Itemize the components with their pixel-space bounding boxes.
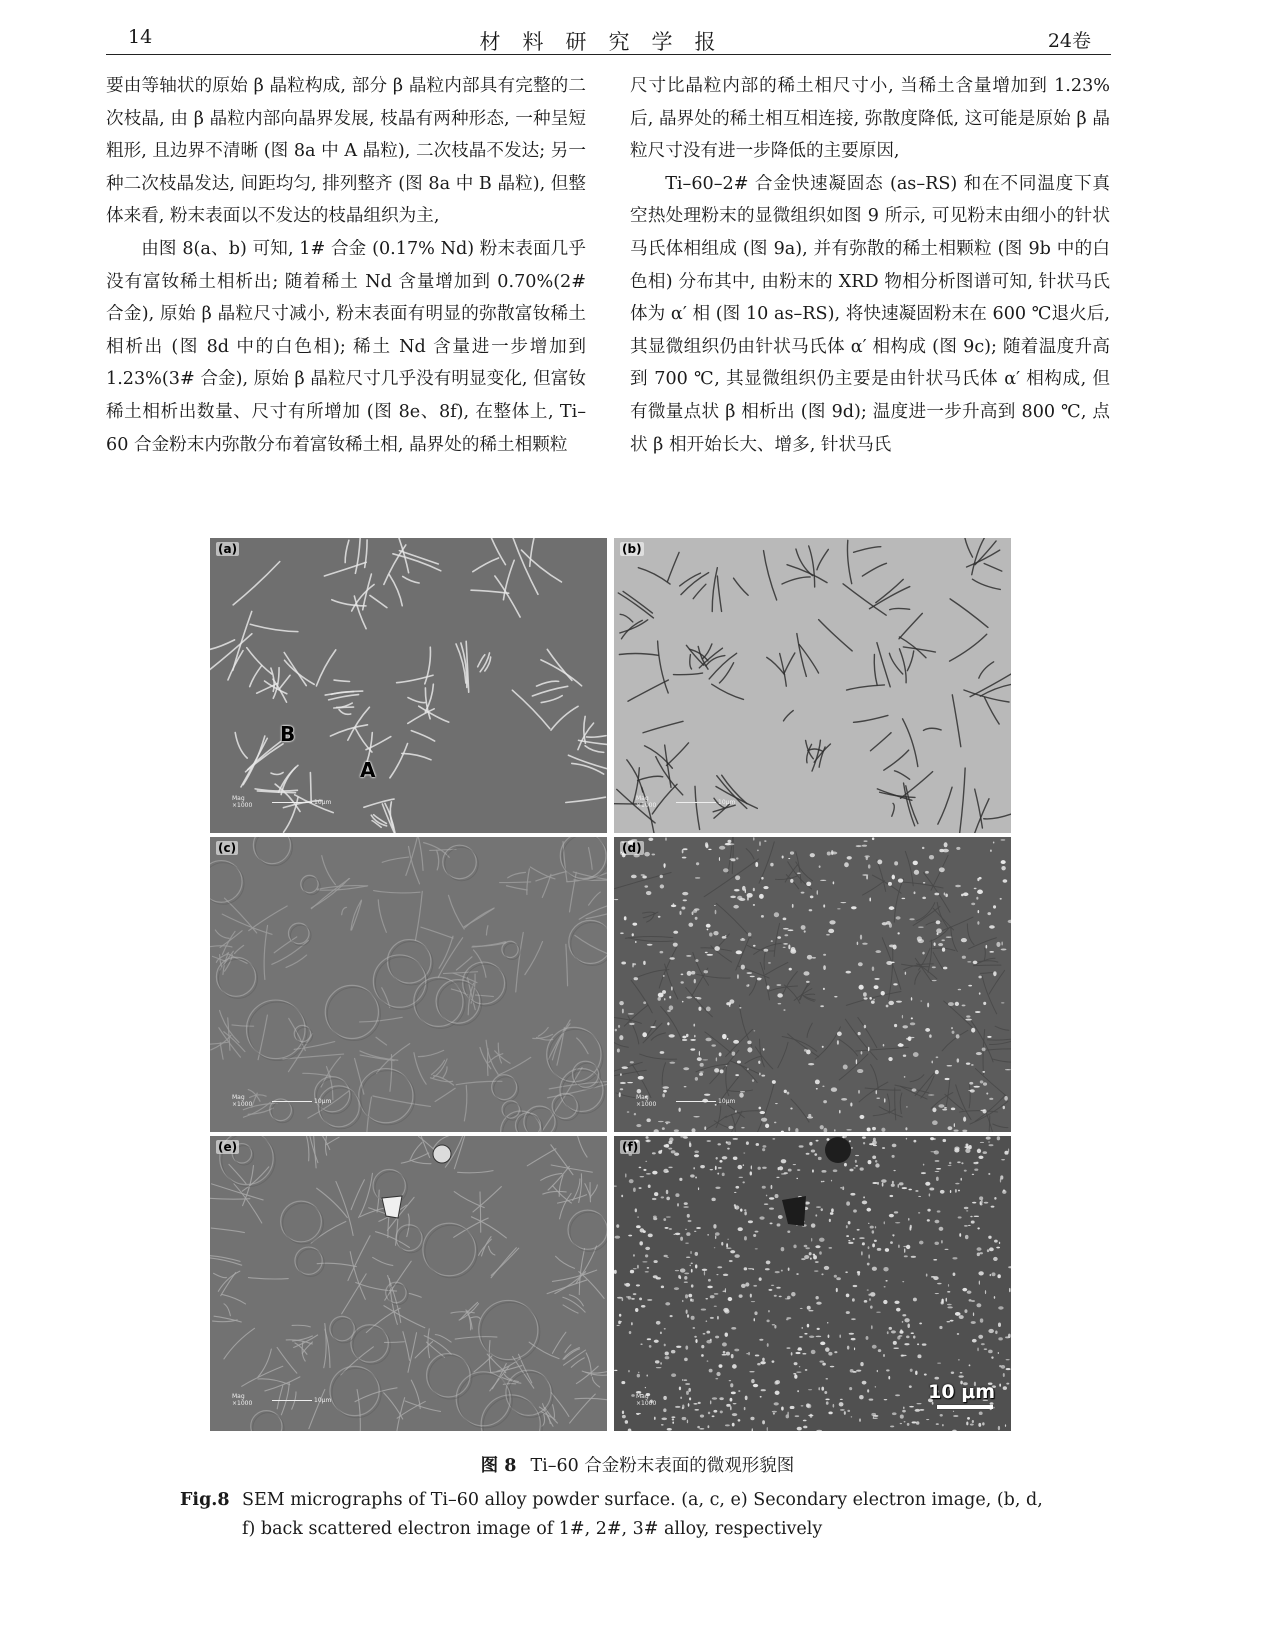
- micrograph-panel-e: [210, 1136, 607, 1431]
- tiny-scale-bar: [676, 802, 716, 803]
- micrograph-panel-d: [614, 837, 1011, 1132]
- panel-label: (d): [622, 841, 642, 855]
- caption-english: [180, 1486, 1060, 1544]
- caption-label-cn: 图 8: [480, 1456, 517, 1476]
- micrograph-panel-c: [210, 837, 607, 1132]
- grain-marker-b: B: [280, 722, 296, 746]
- mag-label: Mag ×1000: [232, 795, 253, 809]
- caption-text-en: SEM micrographs of Ti–60 alloy powder surface. (a, c, e) Secondary electron image, (b, d, f) back scattered electron image of 1#, 2#, 3# alloy, respectively: [242, 1490, 1043, 1539]
- mag-label: Mag ×1000: [636, 795, 657, 809]
- left-column: [106, 70, 586, 461]
- panel-label: (c): [218, 841, 237, 855]
- micrograph-image: [210, 837, 607, 1132]
- volume-label: 24卷: [1047, 30, 1091, 52]
- micrograph-image: [614, 837, 1011, 1132]
- paragraph: Ti–60–2# 合金快速凝固态 (as–RS) 和在不同温度下真空热处理粉末的显微组织如图 9 所示, 可见粉末由细小的针状马氏体相组成 (图 9a), 并有弥散的稀土相颗粒 (图 9b 中的白色相) 分布其中, 由粉末的 XRD 物相分析图谱可知, 针状马氏体为 α′ 相 (图 10 as–RS), 将快速凝固粉末在 600 ℃退火后, 其显微组织仍由针状马氏体 α′ 相构成 (图 9c); 随着温度升高到 700 ℃, 其显微组织仍主要是由针状马氏体 α′ 相构成, 但有微量点状 β 相析出 (图 9d); 温度进一步升高到 800 ℃, 点状 β 相开始长大、增多, 针状马氏: [630, 173, 1110, 455]
- mag-label: Mag ×1000: [636, 1094, 657, 1108]
- tiny-scale-bar: [272, 802, 312, 803]
- running-header: [106, 26, 1111, 55]
- mag-label: Mag ×1000: [232, 1393, 253, 1407]
- tiny-scale-bar: [272, 1400, 312, 1401]
- micrograph-panel-f: [614, 1136, 1011, 1431]
- journal-title: 材料研究学报: [479, 30, 738, 54]
- tiny-scale-label: 10μm: [314, 1098, 332, 1105]
- tiny-scale-label: 10μm: [314, 1397, 332, 1404]
- panel-label: (b): [622, 542, 642, 556]
- scale-bar-label: 10 μm: [928, 1381, 995, 1403]
- micrograph-image: [210, 538, 607, 833]
- caption-text-cn: Ti–60 合金粉末表面的微观形貌图: [530, 1456, 795, 1476]
- mag-label: Mag ×1000: [232, 1094, 253, 1108]
- tiny-scale-label: 10μm: [718, 1098, 736, 1105]
- panel-label: (f): [622, 1140, 639, 1154]
- figure-8: [210, 538, 1011, 1431]
- panel-label: (a): [218, 542, 238, 556]
- panel-label: (e): [218, 1140, 238, 1154]
- grain-marker-a: A: [360, 758, 376, 782]
- tiny-scale-bar: [676, 1101, 716, 1102]
- tiny-scale-bar: [272, 1101, 312, 1102]
- paragraph: 尺寸比晶粒内部的稀土相尺寸小, 当稀土含量增加到 1.23% 后, 晶界处的稀土相互相连接, 弥散度降低, 这可能是原始 β 晶粒尺寸没有进一步降低的主要原因,: [630, 76, 1110, 162]
- page-number: 14: [128, 26, 153, 48]
- mag-label: Mag ×1000: [636, 1393, 657, 1407]
- caption-label-en: Fig.8: [180, 1490, 230, 1510]
- micrograph-image: [210, 1136, 607, 1431]
- tiny-scale-label: 10μm: [718, 799, 736, 806]
- micrograph-panel-a: [210, 538, 607, 833]
- caption-chinese: [0, 1452, 1275, 1477]
- micrograph-image: [614, 538, 1011, 833]
- tiny-scale-label: 10μm: [314, 799, 332, 806]
- paragraph: 要由等轴状的原始 β 晶粒构成, 部分 β 晶粒内部具有完整的二次枝晶, 由 β 晶粒内部向晶界发展, 枝晶有两种形态, 一种呈短粗形, 且边界不清晰 (图 8a 中 A 晶粒), 二次枝晶不发达; 另一种二次枝晶发达, 间距均匀, 排列整齐 (图 8a 中 B 晶粒), 但整体来看, 粉末表面以不发达的枝晶组织为主,: [106, 76, 586, 227]
- scale-bar: [937, 1405, 993, 1409]
- micrograph-panel-b: [614, 538, 1011, 833]
- paragraph: 由图 8(a、b) 可知, 1# 合金 (0.17% Nd) 粉末表面几乎没有富钕稀土相析出; 随着稀土 Nd 含量增加到 0.70%(2# 合金), 原始 β 晶粒尺寸减小, 粉末表面有明显的弥散富钕稀土相析出 (图 8d 中的白色相); 稀土 Nd 含量进一步增加到 1.23%(3# 合金), 原始 β 晶粒尺寸几乎没有明显变化, 但富钕稀土相析出数量、尺寸有所增加 (图 8e、8f), 在整体上, Ti–60 合金粉末内弥散分布着富钕稀土相, 晶界处的稀土相颗粒: [106, 238, 586, 455]
- right-column: [630, 70, 1110, 461]
